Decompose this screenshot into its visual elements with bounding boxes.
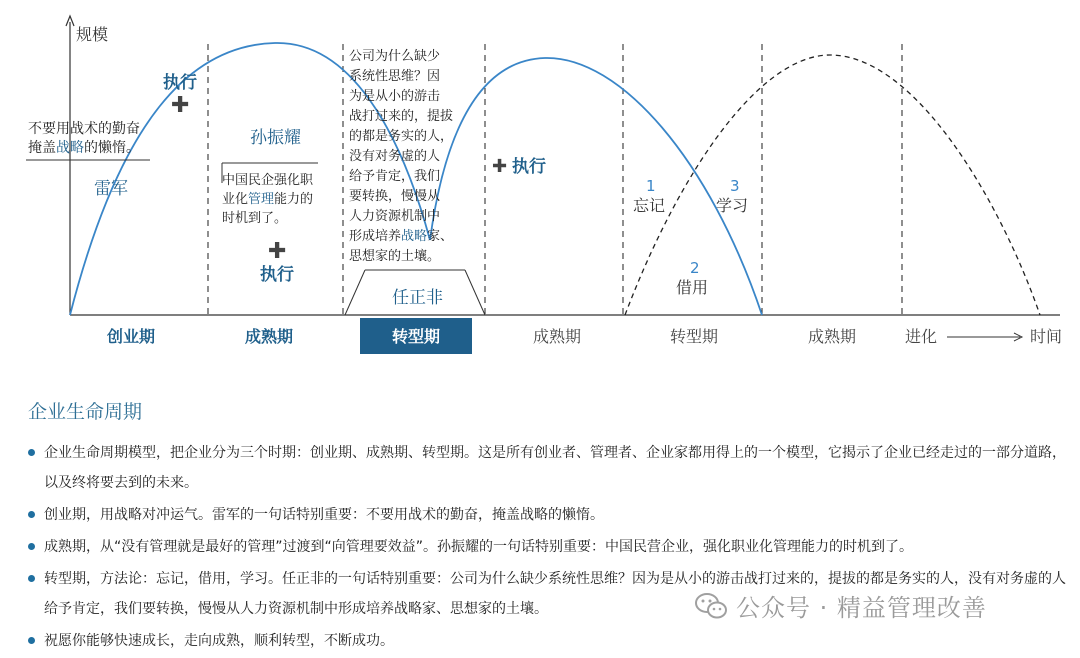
watermark-text: 公众号 · 精益管理改善 [736,594,987,622]
phase-label-1: 创业期 [106,327,156,346]
mature-person: 孙振耀 [250,128,301,148]
transform-quote-line1: 公司为什么缺少 [349,49,441,64]
wechat-icon [694,591,728,621]
bullet-dot-icon [28,449,35,456]
transform-exec-label: 执行 [512,157,546,177]
section-title: 企业生命周期 [28,401,143,423]
transform-quote-line9: 人力资源机制中 [349,209,441,224]
plus-icon-mature: ✚ [268,239,287,264]
bullet-text: 企业生命周期模型，把企业分为三个时期：创业期、成熟期、转型期。这是所有创业者、管理者、企业家都用得上的一个模型，它揭示了企业已经走过的一部分道路，以及终将要去到的未来。 [44,445,1066,491]
bullet-text: 祝愿你能够快速成长，走向成熟，顺利转型，不断成功。 [44,633,394,649]
bullet-text: 成熟期，从“没有管理就是最好的管理”过渡到“向管理要效益”。孙振耀的一句话特别重要：中国民营企业，强化职业化管理能力的时机到了。 [44,539,914,555]
step-2-label: 借用 [676,278,709,297]
phase-label-5: 转型期 [669,327,719,346]
transform-trapezoid-right [465,270,485,315]
y-axis-label: 规模 [76,25,109,44]
bullet-text: 创业期，用战略对冲运气。雷军的一句话特别重要：不要用战术的勤奋，掩盖战略的懒惰。 [44,507,604,523]
step-1-label: 忘记 [633,196,666,215]
transform-quote-line5: 的都是务实的人， [349,129,454,144]
mature-exec-label: 执行 [260,265,294,285]
mature-quote-line1: 中国民企强化职 [222,173,314,188]
startup-quote-line1: 不要用战术的勤奋 [28,121,140,137]
startup-exec-label: 执行 [163,73,197,93]
startup-quote-line2: 掩盖战略的懒惰。 [28,140,140,156]
phase-label-4: 成熟期 [532,327,582,346]
watermark [694,588,987,623]
mature-quote-line3: 时机到了。 [222,211,288,226]
step-2-num: 2 [690,259,700,277]
bullet-dot-icon [28,575,35,582]
transform-quote-line3: 为是从小的游击 [349,89,441,104]
bullet-list [28,438,1068,658]
list-item [28,500,1068,530]
plus-icon-transform: ✚ [492,156,508,177]
bullet-dot-icon [28,543,35,550]
list-item [28,438,1068,498]
x-axis-end-label: 时间 [1030,327,1063,346]
transform-quote-line8: 要转换，慢慢从 [349,189,441,204]
evolution-label: 进化 [905,327,938,346]
transform-quote-line2: 系统性思维？因 [349,69,441,84]
bullet-dot-icon [28,637,35,644]
transform-trapezoid-left [345,270,365,315]
bullet-dot-icon [28,511,35,518]
list-item [28,532,1068,562]
curve-third-dashed [625,55,1040,315]
transform-person: 任正非 [392,288,443,308]
transform-quote [349,48,453,264]
step-3-num: 3 [730,177,740,195]
mature-quote-line2: 业化管理能力的 [222,192,314,207]
transform-quote-line4: 战打过来的，提拔 [349,109,454,124]
curve-second [430,58,762,315]
transform-quote-line11: 思想家的土壤。 [349,249,441,264]
transform-quote-line7: 给予肯定，我们 [349,169,441,184]
bullet-text: 转型期，方法论：忘记，借用，学习。任正非的一句话特别重要：公司为什么缺少系统性思维？因为是从小的游击战打过来的，提拔的都是务实的人，没有对务虚的人给予肯定，我们要转换，慢慢从人力资源机制中形成培养战略家、思想家的土壤。 [44,571,1066,617]
step-1-num: 1 [646,177,656,195]
transform-quote-line10: 形成培养战略家、 [349,229,454,244]
phase-label-2: 成熟期 [244,327,294,346]
transform-quote-line6: 没有对务虚的人 [349,149,441,164]
startup-person: 雷军 [94,179,128,199]
list-item [28,626,1068,656]
step-3-label: 学习 [716,196,749,215]
phase-label-6: 成熟期 [807,327,857,346]
phase-label-3: 转型期 [391,327,441,346]
plus-icon-startup: ✚ [171,93,190,118]
